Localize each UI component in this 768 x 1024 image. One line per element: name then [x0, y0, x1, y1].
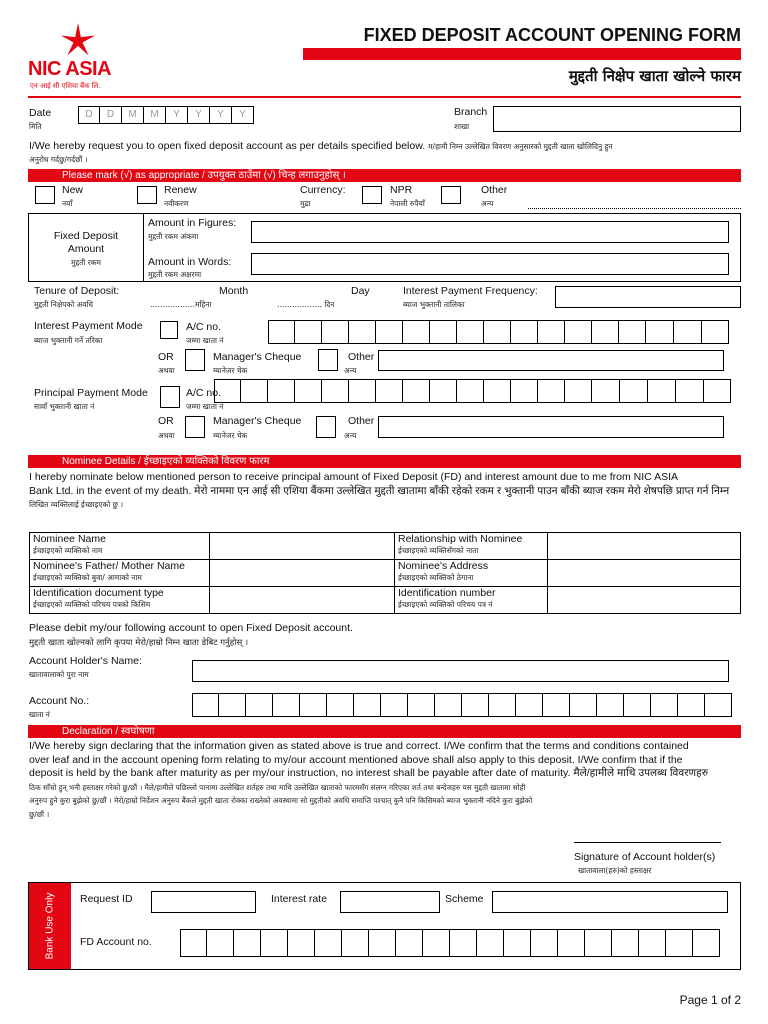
brand-tagline: एन आई सी एशिया बैंक लि.	[30, 82, 101, 90]
signature-label: Signature of Account holder(s)	[574, 851, 716, 863]
page-number: Page 1 of 2	[679, 993, 741, 1007]
interest-cheque-label: Manager's Cheque	[213, 351, 302, 363]
interest-acno-checkbox[interactable]	[160, 321, 178, 339]
month-label: Month	[219, 285, 249, 297]
brand-name: NIC ASIA	[28, 58, 112, 80]
declaration-bar: Declaration / स्वघोषणा	[28, 725, 741, 738]
amount-words-label: Amount in Words:	[148, 256, 232, 268]
npr-label-np: नेपाली रुपैयाँ	[390, 199, 425, 208]
amount-figures-input[interactable]	[251, 221, 729, 243]
declaration-en3: deposit is held by the bank after maturity as per my/our instruction, no interest shall be payable after date of maturity. मैले/हामीले माथि उपलब्ध विवरणहरु	[29, 767, 708, 779]
other-currency-label: Other	[481, 184, 508, 196]
principal-acno-label: A/C no.	[186, 387, 222, 399]
interest-or-label-np: अथवा	[158, 366, 175, 375]
interest-other-input[interactable]	[378, 350, 724, 371]
principal-acno-checkbox[interactable]	[160, 386, 180, 408]
currency-label: Currency:	[300, 184, 346, 196]
interest-other-checkbox[interactable]	[318, 349, 338, 371]
other-currency-line[interactable]	[528, 208, 741, 209]
tenure-label: Tenure of Deposit:	[34, 285, 120, 297]
title-underline	[303, 48, 741, 60]
nominee-text-np: लिखित व्यक्तिलाई ईच्छाइएको छु ।	[29, 500, 124, 509]
date-label: Date	[29, 107, 52, 119]
id-type-label: Identification document type	[33, 587, 164, 599]
account-holder-label: Account Holder's Name:	[29, 655, 142, 667]
principal-other-label-np: अन्य	[344, 431, 357, 440]
amount-figures-label-np: मुद्दती रकम अंकमा	[148, 232, 199, 241]
nominee-address-label: Nominee's Address	[398, 560, 489, 572]
day-input[interactable]: ……………… दिन	[277, 300, 335, 309]
table-row	[30, 587, 741, 614]
account-no-label-np: खाता नं	[29, 710, 50, 719]
request-id-label: Request ID	[80, 893, 133, 905]
date-label-np: मिति	[29, 122, 42, 131]
interest-or-label: OR	[158, 351, 174, 363]
parent-name-label-np: ईच्छाइएको व्यक्तिको बुवा/ आमाको नाम	[33, 573, 142, 582]
account-no-label: Account No.:	[29, 695, 90, 707]
frequency-input[interactable]	[555, 286, 741, 308]
declaration-np1: ठिक साँचो हुन् भनी हस्ताक्षर गरेको छु/छौं । मैले/हामीले पछिल्लो पानामा उल्लेखित शर्तहरु तथा माथि उल्लेखित खाताको फारमसँग संलग्न गरिएका शर्त तथा बन्देजहरु यस मुद्दती खातामा सोही	[29, 782, 526, 792]
principal-acno-label-np: जम्मा खाता नं	[186, 402, 224, 411]
month-input[interactable]: ………………महिना	[150, 300, 212, 309]
nominee-name-input[interactable]	[210, 533, 395, 560]
signature-line[interactable]	[574, 842, 721, 843]
header-divider	[28, 96, 741, 98]
date-cell[interactable]: D	[100, 106, 122, 124]
principal-cheque-checkbox[interactable]	[185, 416, 205, 438]
id-number-input[interactable]	[548, 587, 741, 614]
interest-mode-label-np: ब्याज भुक्तानी गर्ने तरिका	[34, 336, 103, 345]
principal-other-label: Other	[348, 415, 375, 427]
branch-label-np: शाखा	[454, 122, 470, 131]
nominee-text	[29, 471, 744, 512]
currency-label-np: मुद्रा	[300, 199, 311, 208]
principal-mode-label-np: सावाँ भुक्तानी खाता नं	[34, 402, 95, 411]
relationship-label: Relationship with Nominee	[398, 533, 523, 545]
frequency-label-np: ब्याज भुक्तानी तालिका	[403, 300, 465, 309]
declaration-text	[29, 740, 744, 821]
signature-label-np: खातावाला(हरु)को हस्ताक्षर	[578, 866, 652, 875]
renew-label-np: नवीकरण	[164, 199, 189, 208]
tenure-label-np: मुद्दती निक्षेपको अवधि	[34, 300, 94, 309]
fd-amount-label-2: Amount	[67, 243, 105, 255]
interest-cheque-checkbox[interactable]	[185, 349, 205, 371]
npr-checkbox[interactable]	[362, 186, 382, 204]
principal-other-input[interactable]	[378, 416, 724, 438]
id-number-label: Identification number	[398, 587, 496, 599]
principal-mode-label: Principal Payment Mode	[34, 387, 148, 399]
other-currency-checkbox[interactable]	[441, 186, 461, 204]
fd-account-number-input[interactable]	[180, 929, 720, 957]
amount-figures-label: Amount in Figures:	[148, 217, 237, 229]
principal-or-label-np: अथवा	[158, 431, 175, 440]
bank-use-section	[28, 882, 741, 970]
declaration-np3: छु/छौं ।	[29, 809, 50, 819]
other-currency-label-np: अन्य	[481, 199, 494, 208]
amount-words-label-np: मुद्दती रकम अक्षरमा	[148, 270, 202, 279]
interest-account-number-input[interactable]	[268, 320, 729, 344]
date-cell[interactable]: Y	[232, 106, 254, 124]
debit-text-np: मुद्दती खाता खोल्नको लागि कृपया मेरो/हाम्रो निम्न खाता डेबिट गर्नुहोस् ।	[29, 638, 249, 648]
intro-np2: अनुरोध गर्दछु/गर्दछौं ।	[29, 155, 88, 164]
nominee-text-en2: Bank Ltd. in the event of my death. मेरो नाममा एन आई सी एशिया बैंकमा उल्लेखित मुद्दती खातामा बाँकी रहेको रकम र भुक्तानी पाउन बाँकी ब्याज रकम मेरो शेषपछि प्राप्त गर्न निम्न	[29, 484, 730, 497]
nic-asia-star-icon	[58, 22, 98, 60]
table-row	[30, 533, 741, 560]
relationship-input[interactable]	[548, 533, 741, 560]
interest-rate-input[interactable]	[340, 891, 440, 913]
declaration-en1: I/We hereby sign declaring that the information given as stated above is true and correct. I/We confirm that the terms and conditions contained	[29, 740, 689, 752]
principal-other-checkbox[interactable]	[316, 416, 336, 438]
nominee-bar: Nominee Details / ईच्छाइएको व्यक्तिको विवरण फारम	[28, 455, 741, 468]
intro-np1: म/हामी निम्न उल्लेखित विवरण अनुसारको मुद्दती खाता खोलिदिनु हुन	[428, 142, 613, 151]
id-type-label-np: ईच्छाइएको व्यक्तिको परिचय पत्रको किसिम	[33, 600, 151, 609]
branch-input[interactable]	[493, 106, 741, 132]
fd-amount-label-1: Fixed Deposit	[53, 230, 119, 242]
principal-or-label: OR	[158, 415, 174, 427]
parent-name-input[interactable]	[210, 560, 395, 587]
interest-rate-label: Interest rate	[271, 893, 328, 905]
day-label: Day	[351, 285, 370, 297]
page-title: FIXED DEPOSIT ACCOUNT OPENING FORM	[363, 25, 741, 45]
debit-account-number-input[interactable]	[192, 693, 732, 717]
interest-acno-label: A/C no.	[186, 321, 222, 333]
bank-use-tag	[29, 883, 71, 969]
date-cell[interactable]: Y	[210, 106, 232, 124]
date-cell[interactable]: Y	[166, 106, 188, 124]
nominee-table	[29, 532, 741, 614]
scheme-label: Scheme	[445, 893, 484, 905]
branch-label: Branch	[454, 106, 488, 118]
intro-text	[29, 140, 741, 166]
scheme-input[interactable]	[492, 891, 728, 913]
relationship-label-np: ईच्छाइएको व्यक्तिसँगको नाता	[398, 546, 479, 555]
account-holder-input[interactable]	[192, 660, 729, 682]
table-row	[30, 560, 741, 587]
nominee-text-en1: I hereby nominate below mentioned person to receive principal amount of Fixed Deposit (FD) and interest amount due to me from NIC ASIA	[29, 471, 678, 483]
frequency-label: Interest Payment Frequency:	[403, 285, 538, 297]
nominee-address-label-np: ईच्छाइएको व्यक्तिको ठेगाना	[398, 573, 474, 582]
date-cell[interactable]: M	[144, 106, 166, 124]
debit-text: Please debit my/our following account to open Fixed Deposit account.	[29, 622, 353, 634]
fd-amount-label-np: मुद्दती रकम	[70, 258, 102, 267]
declaration-en2: over leaf and in the account opening form relating to my/our account mentioned above shall also apply to this deposit. I/We confirm that if the	[29, 753, 683, 766]
nominee-address-input[interactable]	[548, 560, 741, 587]
principal-account-number-input[interactable]	[214, 379, 731, 403]
interest-mode-label: Interest Payment Mode	[34, 320, 143, 332]
id-number-label-np: ईच्छाइएको व्यक्तिको परिचय पत्र नं	[398, 600, 493, 609]
parent-name-label: Nominee's Father/ Mother Name	[33, 560, 185, 572]
new-label-np: नयाँ	[62, 199, 73, 208]
renew-label: Renew	[164, 184, 197, 196]
renew-checkbox[interactable]	[137, 186, 157, 204]
fd-account-no-label: FD Account no.	[80, 936, 152, 948]
interest-cheque-label-np: म्यानेजर चेक	[213, 366, 248, 375]
nominee-name-label: Nominee Name	[33, 533, 106, 545]
date-cell[interactable]: M	[122, 106, 144, 124]
bank-use-tag-text: Bank Use Only	[44, 892, 56, 960]
new-checkbox[interactable]	[35, 186, 55, 204]
logo	[28, 22, 128, 94]
npr-label: NPR	[390, 184, 413, 196]
mark-bar: Please mark (√) as appropriate / उपयुक्त ठाउँमा (√) चिन्ह लगाउनुहोस् ।	[28, 169, 741, 182]
id-type-input[interactable]	[210, 587, 395, 614]
intro-en: I/We hereby request you to open fixed deposit account as per details specified below.	[29, 140, 426, 152]
date-cell[interactable]: Y	[188, 106, 210, 124]
principal-cheque-label-np: म्यानेजर चेक	[213, 431, 248, 440]
page-title-np: मुद्दती निक्षेप खाता खोल्ने फारम	[568, 67, 741, 85]
interest-acno-label-np: जम्मा खाता नं	[186, 336, 224, 345]
date-input[interactable]	[78, 106, 254, 124]
request-id-input[interactable]	[151, 891, 256, 913]
account-holder-label-np: खातावालाको पुरा नाम	[29, 670, 89, 679]
interest-other-label-np: अन्य	[344, 366, 357, 375]
interest-other-label: Other	[348, 351, 375, 363]
date-cell[interactable]: D	[78, 106, 100, 124]
principal-cheque-label: Manager's Cheque	[213, 415, 302, 427]
declaration-np2: अनुरुप हुने कुरा बुझेको छु/छौं । मेरो/हाम्रो निर्देशन अनुरुप बैंकले मुद्दती खाता रोक्का राख्नेको अवस्थामा सो मुद्दतीको अवधि समाप्ति पश्चात् कुनै पनि किसिमको ब्याज भुक्तानी नदिने कुरा बुझेको	[29, 796, 533, 805]
new-label: New	[62, 184, 84, 196]
nominee-name-label-np: ईच्छाइएको व्यक्तिको नाम	[33, 546, 103, 555]
amount-words-input[interactable]	[251, 253, 729, 275]
